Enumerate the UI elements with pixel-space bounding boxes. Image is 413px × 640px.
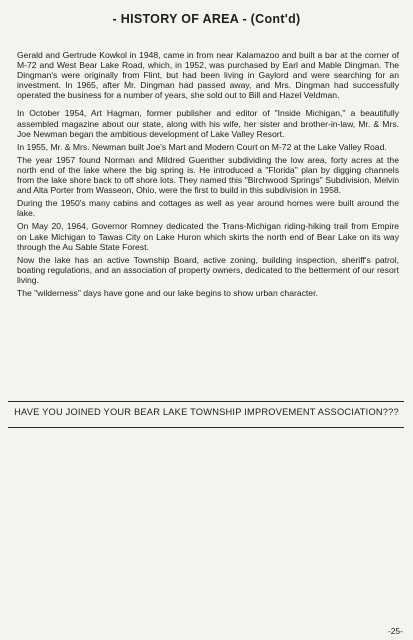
association-banner: HAVE YOU JOINED YOUR BEAR LAKE TOWNSHIP IMPROVEMENT ASSOCIATION??? (14, 407, 399, 417)
banner-bottom-rule (8, 427, 404, 428)
paragraph-township-board: Now the lake has an active Township Board, active zoning, building inspection, sheriff's patrol, boating regulations, and an association of property owners, dedicated to the betterment of our resort living. (17, 254, 399, 285)
page-number: -25- (387, 626, 403, 636)
banner-top-rule (8, 401, 404, 402)
history-text-body (17, 50, 399, 306)
paragraph-1950s-cabins: During the 1950's many cabins and cottages as well as year around homes were built around the lake. (17, 198, 399, 219)
paragraph-riding-hiking-trail: On May 20, 1964, Governor Romney dedicated the Trans-Michigan riding-hiking trail from Empire on Lake Michigan to Tawas City on Lake Huron which skirts the north end of Bear Lake on its way through the Au Sable State Forest. (17, 221, 399, 252)
page-title: - HISTORY OF AREA - (Cont'd) (112, 12, 301, 26)
paragraph-birchwood-springs: The year 1957 found Norman and Mildred Guenther subdividing the low area, forty acres at the north end of the lake where the big spring is. He introduced a "Florida" plan by digging channels from the lake shore back to off shore lots. They named this "Birchwood Springs" Subdivision. Melvin and Alta Porter from Wasseon, Ohio, were the first to build in this subdivision in 1958. (17, 154, 399, 196)
paragraph-lake-valley-resort: In October 1954, Art Hagman, former publisher and editor of "Inside Michigan," a beautifully assembled magazine about our state, along with his wife, her sister and brother-in-law, Mr. & Mrs. Joe Newman began the ambitious development of Lake Valley Resort. (17, 108, 399, 139)
paragraph-joes-mart: In 1955, Mr. & Mrs. Newman built Joe's Mart and Modern Court on M-72 at the Lake Valley Road. (17, 141, 387, 152)
paragraph-wilderness-days: The "wilderness" days have gone and our lake begins to show urban character. (17, 287, 318, 298)
paragraph-kowkol-bar: Gerald and Gertrude Kowkol in 1948, came in from near Kalamazoo and built a bar at the corner of M-72 and West Bear Lake Road, which, in 1952, was purchased by Earl and Mable Dingman. The Dingman's were originally from Flint, but had been living in Gaylord and were searching for an investment. In 1965, after Mr. Dingman had passed away, and Mrs. Dingman had successfully operated the business for a number of years, she sold out to Bill and Hazel Veldman. (17, 50, 399, 101)
